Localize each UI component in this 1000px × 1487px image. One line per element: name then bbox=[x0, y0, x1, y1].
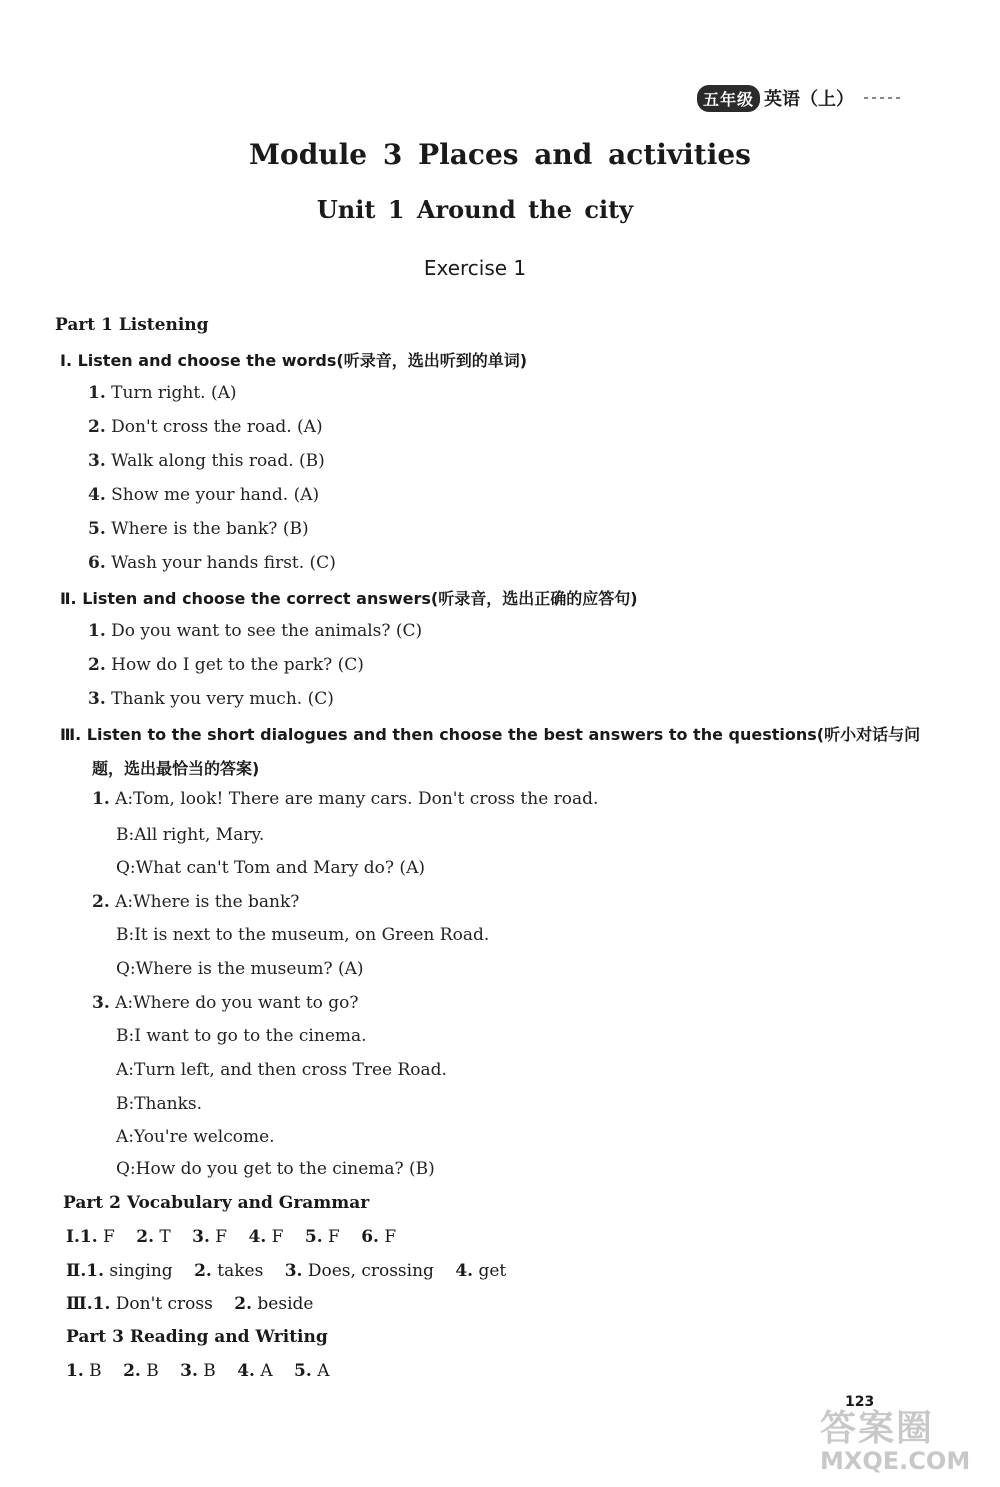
dialogue-line: B:I want to go to the cinema. bbox=[116, 1026, 367, 1046]
dialogue-line: B:All right, Mary. bbox=[116, 825, 265, 845]
list-item: 1. Do you want to see the animals? (C) bbox=[88, 621, 423, 641]
answer-row: 1. B 2. B 3. B 4. A 5. A bbox=[66, 1361, 330, 1381]
list-item: 1. Turn right. (A) bbox=[88, 383, 237, 403]
dialogue-line: 1. A:Tom, look! There are many cars. Don't cross the road. bbox=[92, 789, 599, 809]
watermark-logo-text: 答案圈 bbox=[820, 1408, 935, 1449]
list-item: 6. Wash your hands first. (C) bbox=[88, 553, 336, 573]
dialogue-line: A:You're welcome. bbox=[116, 1127, 275, 1147]
answer-row: Ⅱ.1. singing 2. takes 3. Does, crossing 4. get bbox=[66, 1261, 507, 1281]
watermark bbox=[820, 1400, 980, 1480]
dialogue-line: Q:How do you get to the cinema? (B) bbox=[116, 1159, 435, 1179]
part3-title: Part 3 Reading and Writing bbox=[66, 1327, 328, 1347]
dialogue-line: B:Thanks. bbox=[116, 1094, 203, 1114]
page-number: 123 bbox=[845, 1394, 875, 1410]
list-item: 2. How do I get to the park? (C) bbox=[88, 655, 364, 675]
answer-row: Ⅲ.1. Don't cross 2. beside bbox=[66, 1294, 314, 1314]
subject-label: 英语（上） bbox=[764, 89, 855, 110]
section2-title: Ⅱ. Listen and choose the correct answers(听录音，选出正确的应答句) bbox=[60, 589, 638, 608]
part1-title: Part 1 Listening bbox=[55, 315, 209, 335]
dialogue-line: B:It is next to the museum, on Green Road. bbox=[116, 925, 490, 945]
module-title: Module 3 Places and activities bbox=[249, 138, 751, 171]
dialogue-line: Q:What can't Tom and Mary do? (A) bbox=[116, 858, 425, 878]
section1-title: Ⅰ. Listen and choose the words(听录音，选出听到的单词) bbox=[60, 351, 528, 370]
list-item: 4. Show me your hand. (A) bbox=[88, 485, 320, 505]
dialogue-line: A:Turn left, and then cross Tree Road. bbox=[116, 1060, 447, 1080]
dialogue-line: Q:Where is the museum? (A) bbox=[116, 959, 364, 979]
part2-title: Part 2 Vocabulary and Grammar bbox=[63, 1193, 370, 1213]
dialogue-line: 3. A:Where do you want to go? bbox=[92, 993, 359, 1013]
unit-title: Unit 1 Around the city bbox=[316, 195, 634, 224]
running-header bbox=[697, 84, 904, 112]
list-item: 5. Where is the bank? (B) bbox=[88, 519, 309, 539]
answer-row: Ⅰ.1. F 2. T 3. F 4. F 5. F 6. F bbox=[66, 1227, 397, 1247]
grade-badge: 五年级 bbox=[697, 85, 760, 112]
list-item: 3. Thank you very much. (C) bbox=[88, 689, 334, 709]
section3-title-line2: 题，选出最恰当的答案) bbox=[92, 759, 260, 778]
exercise-title: Exercise 1 bbox=[423, 256, 527, 280]
header-decoration bbox=[864, 97, 904, 99]
watermark-url: MXQE.COM bbox=[820, 1447, 971, 1475]
section3-title-line1: Ⅲ. Listen to the short dialogues and then choose the best answers to the questions(听小对话与问 bbox=[60, 725, 921, 744]
list-item: 3. Walk along this road. (B) bbox=[88, 451, 325, 471]
dialogue-line: 2. A:Where is the bank? bbox=[92, 892, 300, 912]
list-item: 2. Don't cross the road. (A) bbox=[88, 417, 323, 437]
